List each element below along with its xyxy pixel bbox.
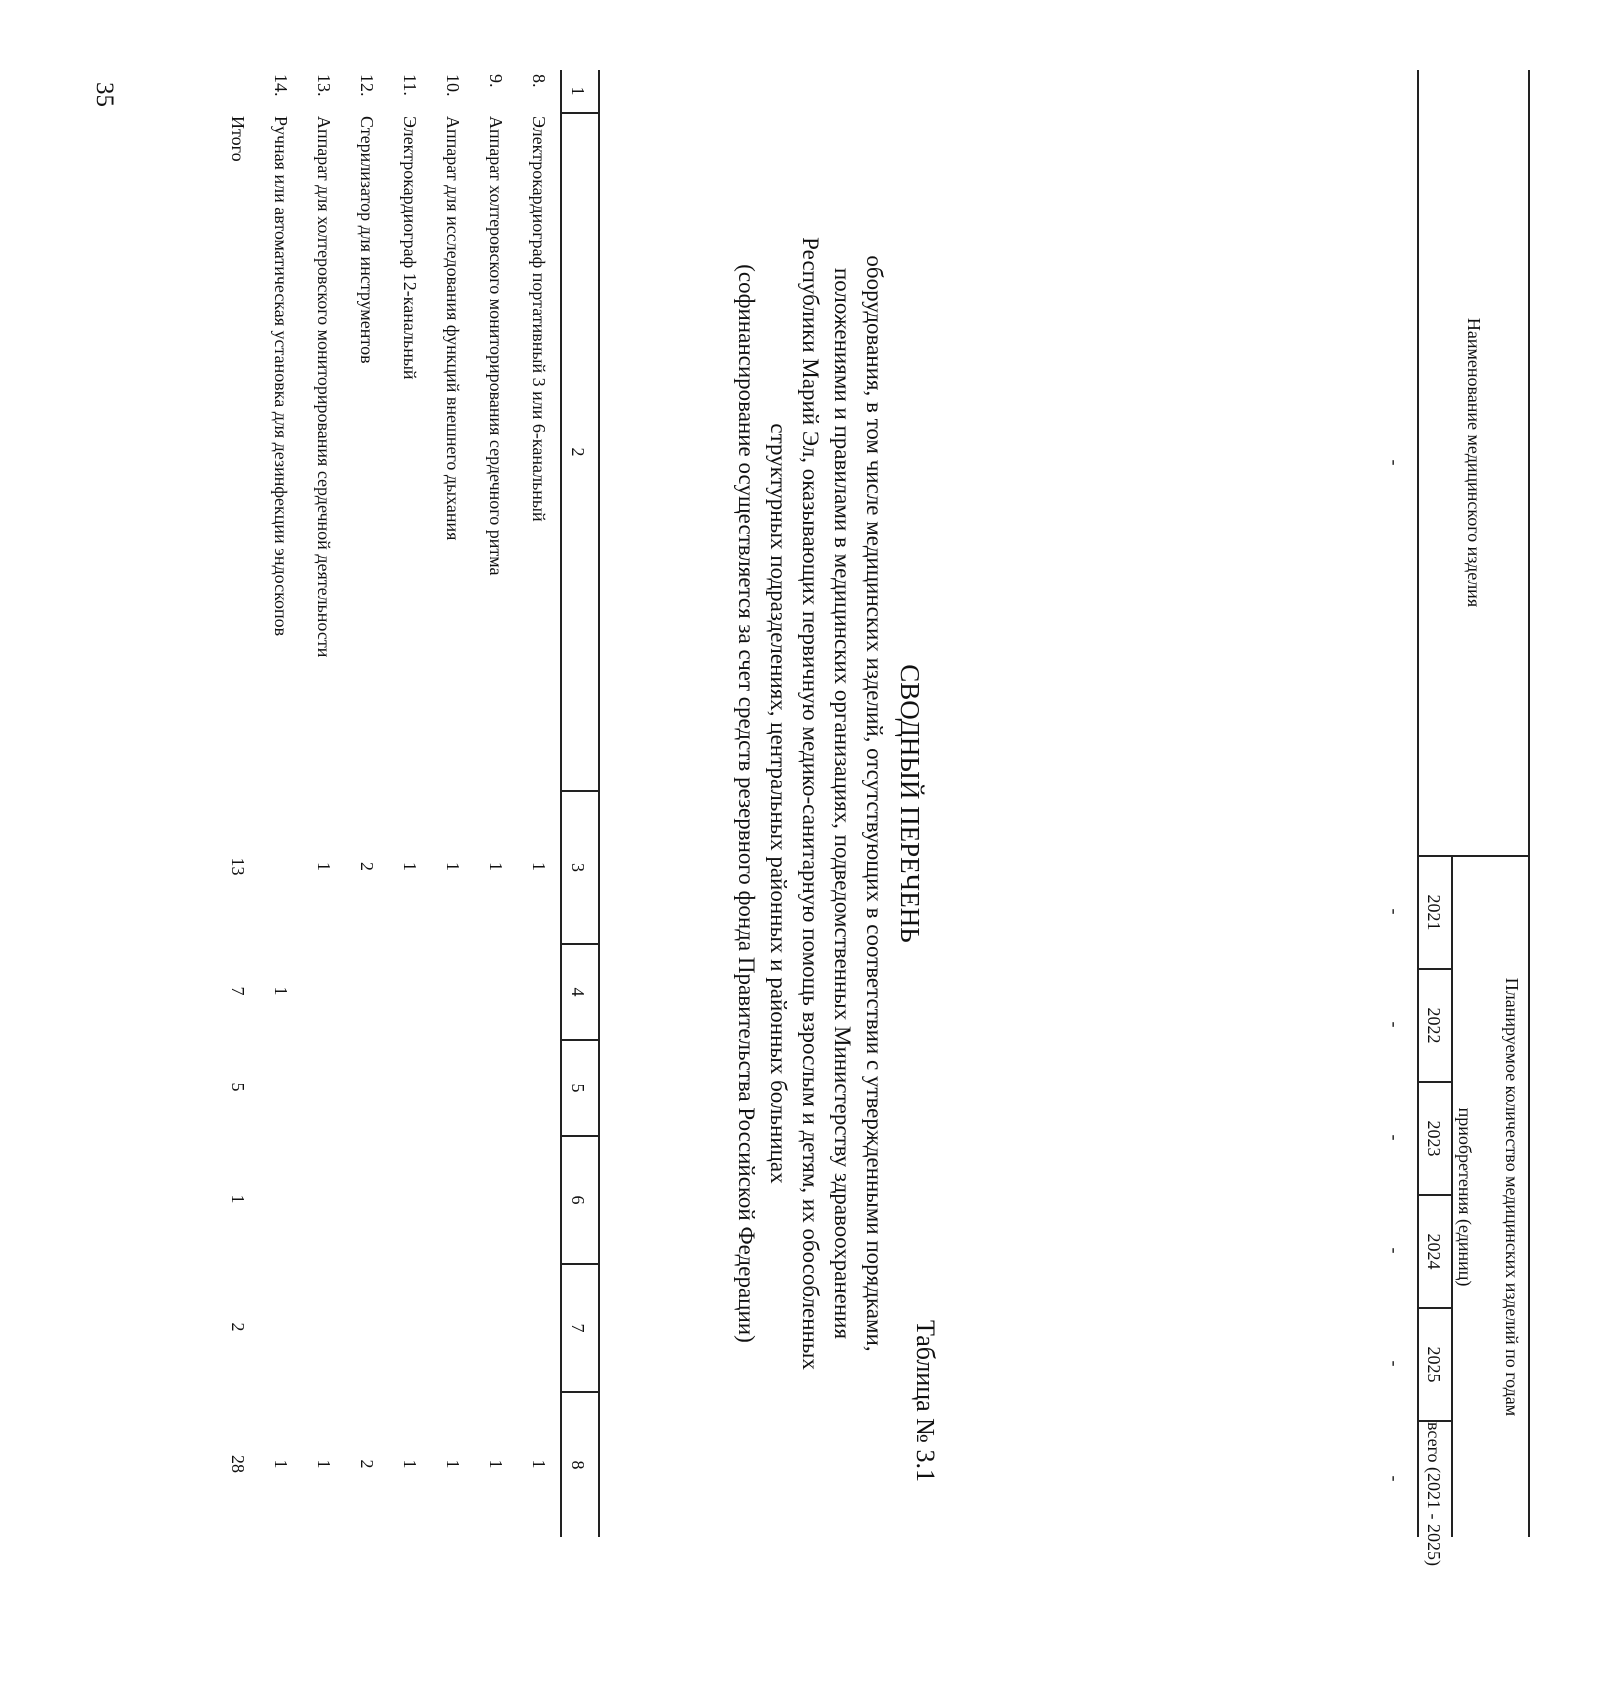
column-header-5: 5 [560, 1039, 600, 1135]
quantity-cell: 1 [400, 862, 420, 871]
year-header-2023: 2023 [1417, 1081, 1453, 1194]
device-name: Аппарат для исследования функций внешнего дыхания [443, 116, 463, 541]
quantity-cell: 13 [228, 857, 248, 876]
column-header-8: 8 [560, 1391, 600, 1537]
quantity-cell: 1 [271, 1459, 291, 1469]
quantity-cell [345, 943, 388, 1039]
device-name: Аппарат холтеровского мониторирования сердечного ритма [486, 116, 506, 576]
caption-line: оборудования, в том числе медицинских изделий, отсутствующих в соответствии с утвержденными порядками, [862, 255, 887, 1352]
quantity-cell [259, 1135, 302, 1263]
rotated-page-content [228, 0, 1600, 1600]
quantity-cell: 5 [228, 1082, 248, 1092]
quantity-cell [474, 943, 517, 1039]
quantity-cell: 2 [357, 862, 377, 871]
caption-line: структурных подразделениях, центральных районных и районных больницах [766, 423, 791, 1184]
quantity-cell: 1 [486, 1459, 506, 1469]
quantity-cell [517, 1263, 560, 1391]
caption-line: (софинансирование осуществляется за счет средств резервного фонда Правительства Российской Федерации) [734, 264, 759, 1343]
continued-table-grid [228, 70, 600, 1537]
device-name: Ручная или автоматическая установка для дезинфекции эндоскопов [271, 116, 291, 637]
quantity-cell [259, 1039, 302, 1135]
row-number: 8. [529, 74, 549, 88]
quantity-cell: 1 [314, 862, 334, 871]
row-mark: - [1385, 1021, 1405, 1028]
device-name: Электрокардиограф портативный 3 или 6-канальный [529, 116, 549, 522]
quantity-cell [302, 1135, 345, 1263]
quantity-cell: 28 [228, 1455, 248, 1473]
quantity-cell [474, 1039, 517, 1135]
row-number [216, 70, 259, 112]
planned-quantity-header-line1: Планируемое количество медицинских изделий по годам [1502, 977, 1522, 1417]
quantity-cell [345, 1039, 388, 1135]
row-number: 9. [486, 74, 506, 88]
row-number: 11. [400, 74, 420, 96]
quantity-cell [431, 943, 474, 1039]
quantity-cell [345, 1263, 388, 1391]
quantity-cell [302, 943, 345, 1039]
summary-table-header [1417, 70, 1530, 1567]
row-mark: - [1385, 1247, 1405, 1254]
year-header-2021: 2021 [1417, 855, 1453, 968]
quantity-cell [302, 1039, 345, 1135]
column-header-4: 4 [560, 943, 600, 1039]
quantity-cell: 1 [314, 1459, 334, 1469]
planned-quantity-header [1475, 855, 1530, 1537]
quantity-cell [259, 790, 302, 943]
row-mark: - [1385, 459, 1405, 466]
quantity-cell [474, 1135, 517, 1263]
device-name: Аппарат для холтеровского мониторирования сердечной деятельности [314, 116, 334, 658]
quantity-cell: 1 [529, 1459, 549, 1469]
column-header-6: 6 [560, 1135, 600, 1263]
column-header-3: 3 [560, 790, 600, 943]
table-number: Таблица № 3.1 [911, 1319, 940, 1482]
quantity-cell: 2 [357, 1459, 377, 1469]
quantity-cell [388, 1263, 431, 1391]
row-mark: - [1385, 1134, 1405, 1141]
year-header-2022: 2022 [1417, 968, 1453, 1081]
column-header-7: 7 [560, 1263, 600, 1391]
quantity-cell [388, 1135, 431, 1263]
quantity-cell [431, 1039, 474, 1135]
year-header-2025: 2025 [1417, 1307, 1453, 1420]
summary-list-title-block [690, 70, 1020, 1537]
device-name: Стерилизатор для инструментов [357, 116, 377, 364]
quantity-cell: 1 [443, 1459, 463, 1469]
quantity-cell: 2 [228, 1322, 248, 1332]
quantity-cell [431, 1135, 474, 1263]
quantity-cell [302, 1263, 345, 1391]
summary-list-table [1370, 70, 1530, 1567]
summary-table-row [1384, 70, 1405, 1537]
quantity-cell [517, 1135, 560, 1263]
quantity-cell [388, 1039, 431, 1135]
quantity-cell: 1 [529, 862, 549, 871]
summary-list-caption [730, 70, 890, 1537]
page-number: 35 [91, 82, 118, 107]
row-mark: - [1385, 1360, 1405, 1367]
planned-quantity-header-line2: приобретения (единиц) [1453, 855, 1475, 1537]
quantity-cell: 1 [443, 862, 463, 871]
quantity-cell [388, 943, 431, 1039]
device-name: Итого [228, 116, 248, 162]
caption-line: Республики Марий Эл, оказывающих первичную медико-санитарную помощь взрослым и детям, их обособленных [798, 237, 823, 1370]
row-number: 13. [314, 74, 334, 97]
medical-device-name-header: Наименование медицинского изделия [1417, 70, 1530, 855]
summary-list-title: СВОДНЫЙ ПЕРЕЧЕНЬ [895, 664, 925, 943]
quantity-cell: 1 [271, 986, 291, 996]
quantity-cell [259, 1263, 302, 1391]
caption-line: положениями и правилами в медицинских организациях, подведомственных Министерству здравоохранения [830, 267, 855, 1340]
quantity-cell [517, 943, 560, 1039]
quantity-cell [517, 1039, 560, 1135]
quantity-cell: 1 [400, 1459, 420, 1469]
column-header-2: 2 [560, 112, 600, 790]
quantity-cell [345, 1135, 388, 1263]
row-number: 12. [357, 74, 377, 97]
row-number: 10. [443, 74, 463, 97]
quantity-cell [431, 1263, 474, 1391]
device-name: Электрокардиограф 12-канальный [400, 116, 420, 380]
quantity-cell: 1 [228, 1194, 248, 1204]
total-header: всего (2021 - 2025) [1417, 1420, 1453, 1537]
year-header-2024: 2024 [1417, 1194, 1453, 1307]
quantity-cell [474, 1263, 517, 1391]
row-number: 14. [271, 74, 291, 97]
column-header-1: 1 [560, 70, 600, 112]
row-mark: - [1385, 908, 1405, 915]
continued-equipment-table [228, 70, 600, 1537]
row-mark: - [1385, 1475, 1405, 1482]
quantity-cell: 1 [486, 862, 506, 871]
quantity-cell: 7 [228, 986, 248, 996]
